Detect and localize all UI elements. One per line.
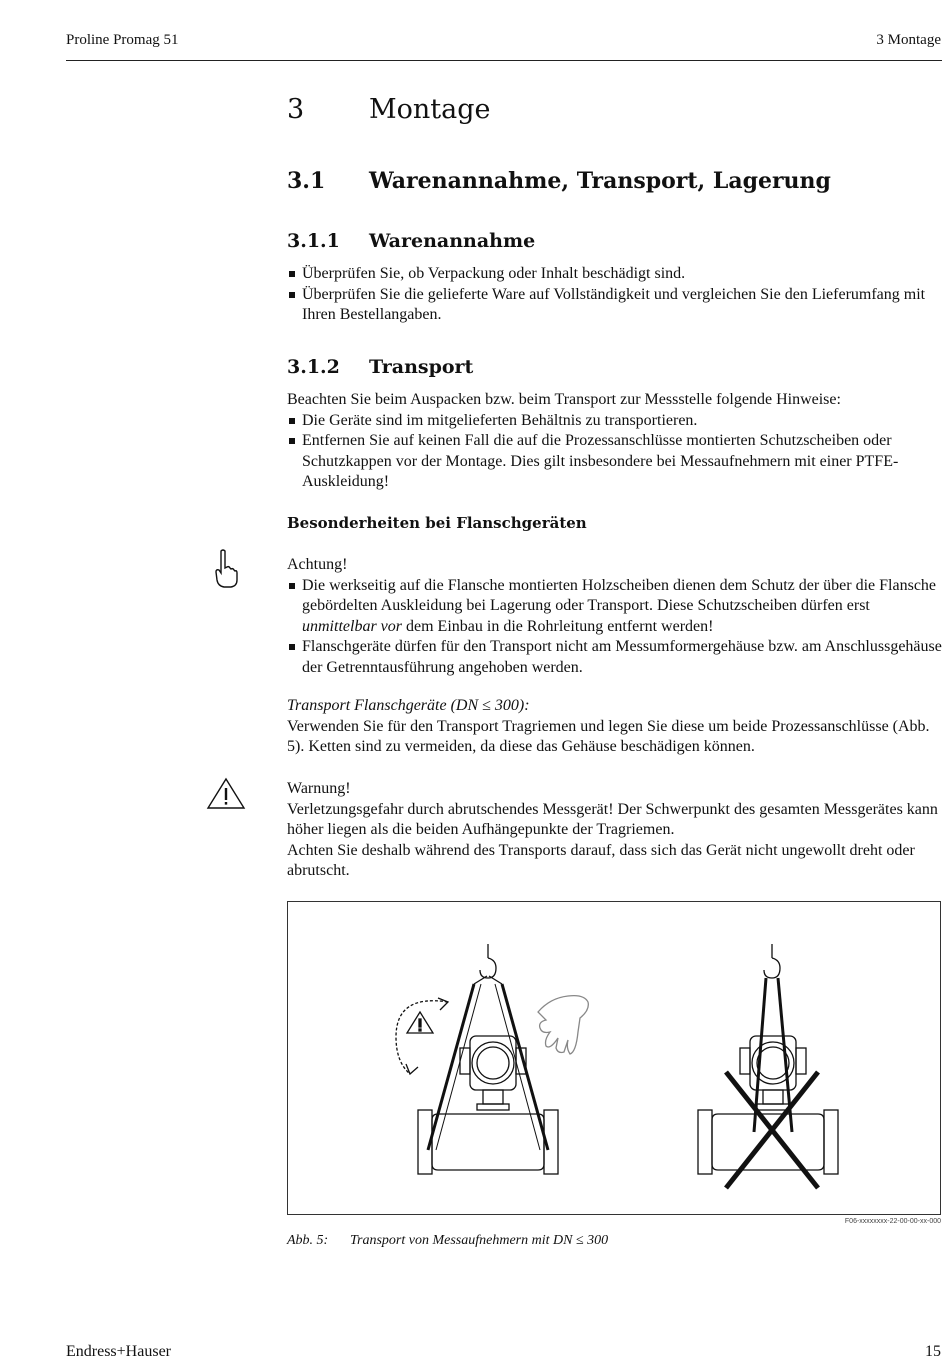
list-item: Überprüfen Sie die gelieferte Ware auf Vollständigkeit und vergleichen Sie den Lieferumfang mit Ihren Bestellangaben. <box>287 285 942 326</box>
subsection-number: 3.1.2 <box>287 356 340 378</box>
subsection-title: Warenannahme <box>369 230 536 252</box>
subsection-heading-312 <box>287 356 473 378</box>
list-item: Überprüfen Sie, ob Verpackung oder Inhalt beschädigt sind. <box>287 264 942 285</box>
caption-text: Transport von Messaufnehmern mit DN ≤ 300 <box>350 1233 609 1248</box>
transport-intro: Beachten Sie beim Auspacken bzw. beim Transport zur Messstelle folgende Hinweise: <box>287 391 841 408</box>
achtung-block <box>287 555 942 678</box>
figure-caption <box>287 1233 608 1249</box>
achtung-label: Achtung! <box>287 556 348 573</box>
transport-dn-text: Verwenden Sie für den Transport Tragriemen und legen Sie diese um beide Prozessanschlüsse (Abb. 5). Ketten sind zu vermeiden, da diese das Gehäuse beschädigen können. <box>287 717 930 755</box>
text-run: Die werkseitig auf die Flansche montierten Holzscheiben dienen dem Schutz der über die Flansche gebördelten Auskleidung bei Lagerung oder Transport. Diese Schutzscheiben dürfen erst <box>302 576 937 614</box>
chapter-number: 3 <box>287 94 305 125</box>
warning-triangle-icon <box>206 777 246 810</box>
subsection-number: 3.1.1 <box>287 230 340 252</box>
chapter-title: Montage <box>369 94 491 125</box>
list-item: Flanschgeräte dürfen für den Transport nicht am Messumformergehäuse bzw. am Anschlussgehäuse der Getrenntausführung angehoben werden. <box>287 637 942 678</box>
figure-frame <box>287 901 941 1215</box>
warnung-label: Warnung! <box>287 780 351 797</box>
header-rule <box>66 60 942 61</box>
section-number: 3.1 <box>287 168 326 194</box>
pointing-hand-icon <box>212 548 240 590</box>
footer-brand: Endress+Hauser <box>66 1343 171 1360</box>
subsection-title: Transport <box>369 356 474 378</box>
transport-block <box>287 390 942 493</box>
list-item <box>287 576 942 638</box>
section-title: Warenannahme, Transport, Lagerung <box>369 168 831 194</box>
caption-label: Abb. 5: <box>287 1233 329 1248</box>
emphasis-text: unmittelbar vor <box>302 617 402 635</box>
warenannahme-list-block <box>287 264 942 326</box>
header-product: Proline Promag 51 <box>66 32 179 48</box>
chapter-heading <box>287 94 491 125</box>
text-run: dem Einbau in die Rohrleitung entfernt werden! <box>402 617 714 635</box>
page-number: 15 <box>925 1343 941 1360</box>
transport-illustration <box>288 902 940 1214</box>
warnung-text-2: Achten Sie deshalb während des Transports darauf, dass sich das Gerät nicht ungewollt dreht oder abrutscht. <box>287 841 915 879</box>
warnung-block <box>287 779 942 882</box>
figure-code: F06-xxxxxxxx-22-00-00-xx-000 <box>844 1218 941 1225</box>
warenannahme-list <box>287 264 942 326</box>
header-chapter: 3 Montage <box>876 32 941 48</box>
transport-dn-title: Transport Flanschgeräte (DN ≤ 300): <box>287 697 530 714</box>
flansch-heading: Besonderheiten bei Flanschgeräten <box>287 514 587 532</box>
transport-dn-block <box>287 696 942 758</box>
achtung-list <box>287 576 942 679</box>
section-heading <box>287 168 831 194</box>
list-item: Die Geräte sind im mitgelieferten Behältnis zu transportieren. <box>287 411 942 432</box>
warnung-text-1: Verletzungsgefahr durch abrutschendes Messgerät! Der Schwerpunkt des gesamten Messgerätes kann höher liegen als die beiden Aufhängepunkte der Tragriemen. <box>287 800 938 838</box>
subsection-heading-311 <box>287 230 535 252</box>
transport-list <box>287 411 942 493</box>
list-item: Entfernen Sie auf keinen Fall die auf die Prozessanschlüsse montierten Schutzscheiben oder Schutzkappen vor der Montage. Dies gilt insbesondere bei Messaufnehmern mit einer PTFE-Auskleidung! <box>287 431 942 493</box>
